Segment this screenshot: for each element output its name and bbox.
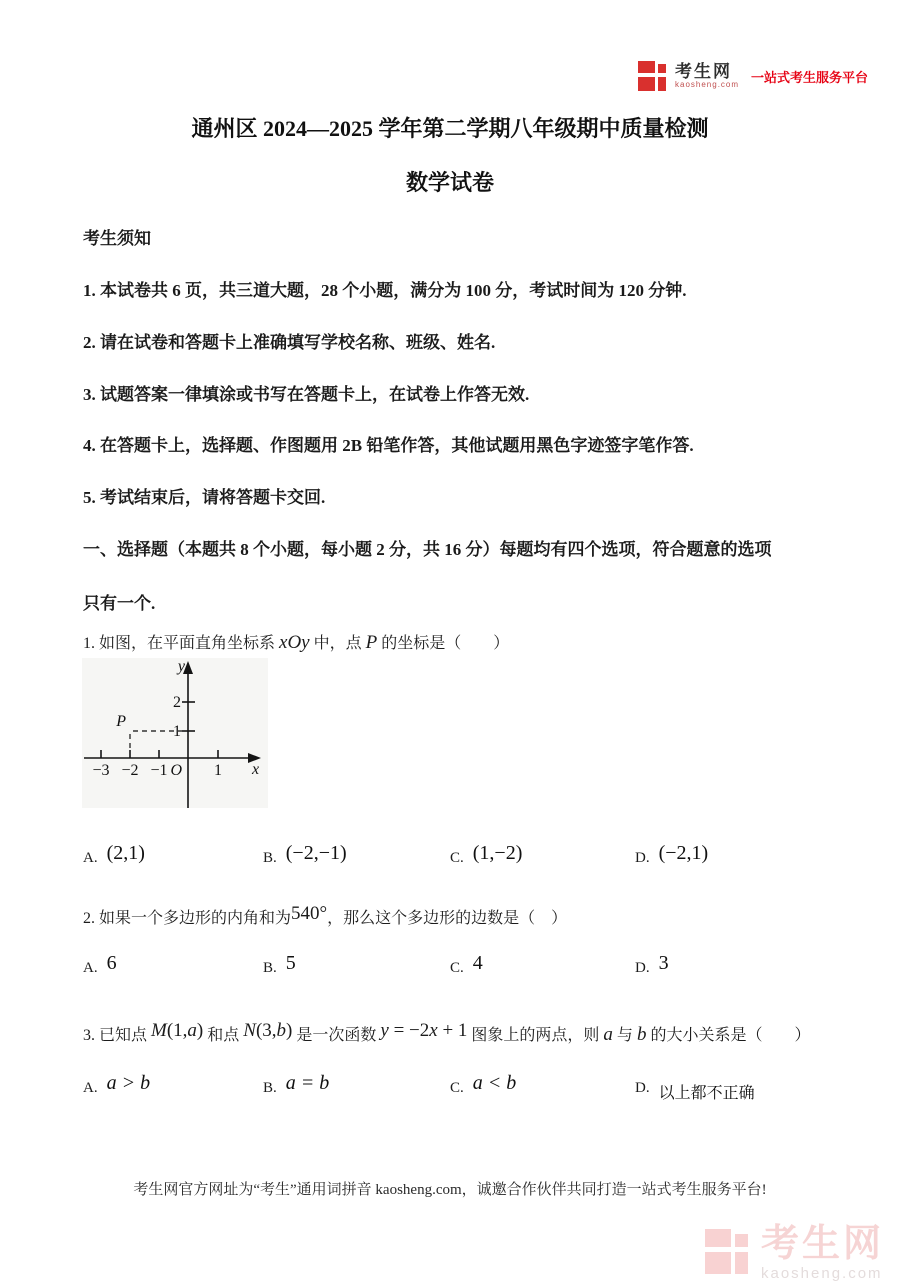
option-value: (1,−2) — [472, 842, 523, 864]
brand-tagline: 一站式考生服务平台 — [751, 69, 869, 85]
question-2-text: 2. 如果一个多边形的内角和为540°，那么这个多边形的边数是（ ） — [83, 903, 568, 927]
figure-labels — [92, 658, 259, 779]
option-label: D. — [635, 1080, 650, 1096]
watermark-brand-name: 考生网 — [760, 1223, 884, 1265]
q1-option-d — [635, 842, 709, 869]
q1-option-b — [263, 842, 347, 869]
option-label: C. — [450, 1080, 464, 1096]
section-heading-line2: 只有一个. — [83, 594, 156, 613]
notice-item-1: 1. 本试卷共 6 页，共三道大题，28 个小题，满分为 100 分，考试时间为 120 分钟. — [83, 281, 687, 300]
option-value: 3 — [658, 952, 669, 974]
section-heading-line1: 一、选择题（本题共 8 个小题，每小题 2 分，共 16 分）每题均有四个选项，符合题意的选项 — [83, 540, 772, 559]
notice-item-5: 5. 考试结束后，请将答题卡交回. — [83, 488, 326, 507]
q2-option-b — [263, 952, 296, 979]
y-tick-1: 1 — [173, 723, 181, 740]
x-tick-neg1: −1 — [150, 762, 168, 779]
q2-option-d — [635, 952, 669, 979]
kaosheng-logo — [638, 60, 868, 92]
origin-label: O — [170, 762, 182, 779]
option-value: (2,1) — [106, 842, 145, 864]
watermark-text — [761, 1225, 884, 1281]
y-tick-2: 2 — [173, 694, 181, 711]
option-value: (−2,1) — [658, 842, 709, 864]
q2-option-c — [450, 952, 483, 979]
option-label: D. — [635, 850, 650, 866]
coordinate-plane — [82, 658, 268, 808]
x-tick-1: 1 — [214, 762, 222, 779]
notice-item-2: 2. 请在试卷和答题卡上准确填写学校名称、班级、姓名. — [83, 333, 496, 352]
option-value: a < b — [472, 1072, 517, 1094]
option-label: D. — [635, 960, 650, 976]
option-label: B. — [263, 850, 277, 866]
axis-arrows — [183, 661, 261, 763]
option-value: a = b — [285, 1072, 330, 1094]
option-label: C. — [450, 850, 464, 866]
x-tick-neg3: −3 — [92, 762, 110, 779]
q1-option-a — [83, 842, 145, 869]
q3-option-c — [450, 1072, 517, 1099]
q1-option-c — [450, 842, 523, 869]
q2-option-a — [83, 952, 117, 979]
notice-heading: 考生须知 — [83, 229, 151, 248]
question-1-text: 1. 如图，在平面直角坐标系 xOy 中，点 P 的坐标是（ ） — [83, 632, 510, 653]
x-axis-label: x — [252, 761, 260, 778]
kaosheng-watermark-icon — [705, 1229, 751, 1277]
question-3-text: 3. 已知点 M(1,a) 和点 N(3,b) 是一次函数 y = −2x + 1 图象上的两点，则 a 与 b 的大小关系是（ ） — [83, 1020, 811, 1045]
option-value: 5 — [285, 952, 296, 974]
option-value: 4 — [472, 952, 483, 974]
kaosheng-watermark — [705, 1225, 884, 1281]
option-label: A. — [83, 850, 98, 866]
question-1-figure — [82, 658, 268, 808]
q3-option-d — [635, 1076, 755, 1103]
paper-title: 通州区 2024—2025 学年第二学期八年级期中质量检测 — [191, 116, 709, 141]
paper-subtitle: 数学试卷 — [405, 170, 494, 195]
q3-option-a — [83, 1072, 151, 1099]
option-label: B. — [263, 1080, 277, 1096]
option-label: C. — [450, 960, 464, 976]
x-tick-neg2: −2 — [121, 762, 139, 779]
watermark-brand-domain: kaosheng.com — [760, 1265, 883, 1282]
kaosheng-logo-icon — [638, 60, 668, 92]
brand-text — [675, 63, 739, 89]
option-value: (−2,−1) — [285, 842, 347, 864]
q3-option-b — [263, 1072, 330, 1099]
notice-item-3: 3. 试题答案一律填涂或书写在答题卡上，在试卷上作答无效. — [83, 385, 530, 404]
point-p-label: P — [116, 713, 126, 730]
option-label: B. — [263, 960, 277, 976]
footer-text: 考生网官方网址为“考生”通用词拼音 kaosheng.com，诚邀合作伙伴共同打造一站式考生服务平台! — [133, 1182, 767, 1198]
option-value: 以上都不正确 — [658, 1085, 755, 1102]
brand-name: 考生网 — [675, 61, 732, 81]
option-label: A. — [83, 960, 98, 976]
y-axis-label: y — [177, 658, 185, 675]
option-value: 6 — [106, 952, 117, 974]
notice-item-4: 4. 在答题卡上，选择题、作图题用 2B 铅笔作答，其他试题用黑色字迹签字笔作答. — [83, 436, 694, 455]
option-value: a > b — [106, 1072, 151, 1094]
option-label: A. — [83, 1080, 98, 1096]
brand-domain: kaosheng.com — [675, 79, 740, 89]
axes — [84, 672, 250, 808]
